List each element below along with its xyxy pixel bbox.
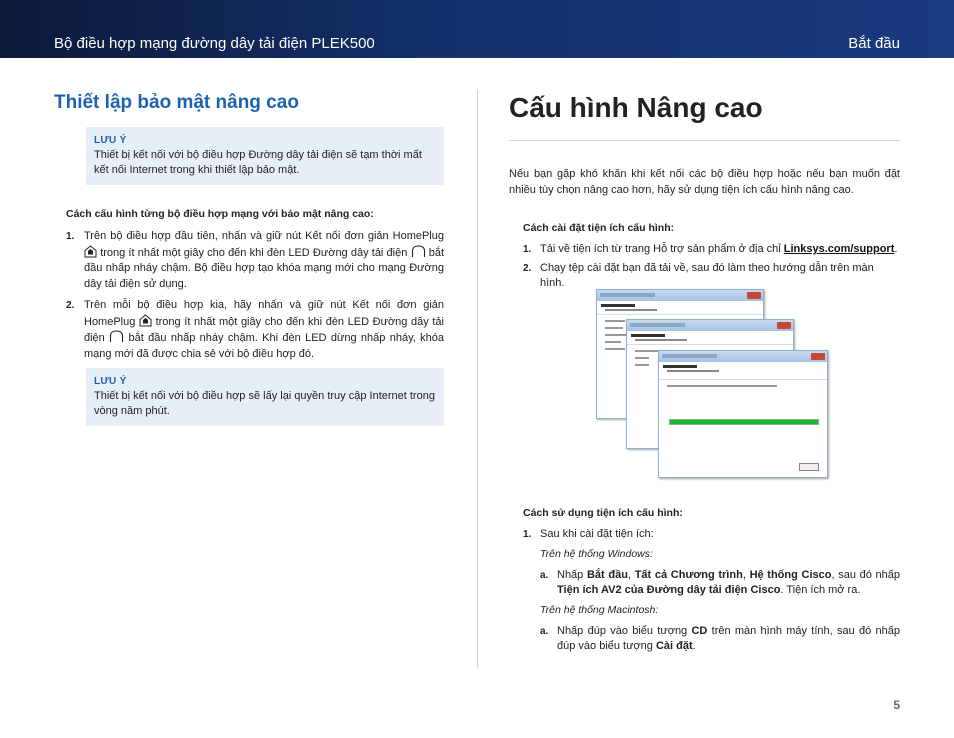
config-subheading: Cách cấu hình từng bộ điều hợp mạng với bảo mật nâng cao:: [66, 208, 374, 220]
list-item: 1. Tải về tiện ích từ trang Hỗ trợ sản phẩm ở địa chỉ Linksys.com/support.: [523, 243, 898, 255]
list-item: 2. Trên mỗi bộ điều hợp kia, hãy nhấn và giữ nút Kết nối đơn giản HomePlug trong ít nhất một giây cho đến khi đèn LED Đường dây tải điện bắt đầu nhấp nháy chậm. Khi đèn LED dừng nhấp nháy, khóa mạng mới đã được chia sẻ với bộ điều hợp đó.: [66, 299, 445, 360]
install-steps-list: [523, 242, 900, 291]
cancel-button: [799, 463, 819, 471]
powerline-led-icon: [109, 330, 124, 343]
installer-window-progress: [658, 350, 828, 478]
column-divider: [477, 90, 478, 668]
home-button-icon: [84, 245, 97, 258]
note-text: Thiết bị kết nối với bộ điều hợp sẽ lấy lại quyền truy cập Internet trong vòng năm phút.: [94, 390, 435, 417]
note-label: LƯU Ý: [94, 135, 127, 146]
installer-screenshots: [596, 289, 830, 479]
powerline-led-icon: [411, 245, 426, 258]
use-subheading: Cách sử dụng tiện ích cấu hình:: [523, 507, 683, 519]
list-item: 2. Chạy tệp cài đặt bạn đã tải về, sau đó làm theo hướng dẫn trên màn hình.: [523, 262, 874, 289]
note-text: Thiết bị kết nối với bộ điều hợp Đường dây tải điện sẽ tạm thời mất kết nối Internet trong khi thiết lập bảo mật.: [94, 149, 422, 176]
home-button-icon: [139, 314, 152, 327]
note-label: LƯU Ý: [94, 376, 127, 387]
mac-instruction: a. Nhấp đúp vào biểu tượng CD trên màn hình máy tính, sau đó nhấp đúp vào biểu tượng Cài đặt.: [540, 625, 900, 652]
right-column: [509, 92, 900, 295]
list-item: 1. Trên bộ điều hợp đầu tiên, nhấn và giữ nút Kết nối đơn giản HomePlug trong ít nhất một giây cho đến khi đèn LED Đường dây tải điện bắt đầu nhấp nháy chậm. Bộ điều hợp tạo khóa mạng mới cho mạng Đường dây tải điện sử dụng.: [66, 230, 445, 290]
install-subheading: Cách cài đặt tiện ích cấu hình:: [523, 222, 675, 234]
linksys-support-link[interactable]: Linksys.com/support: [783, 243, 895, 255]
intro-paragraph: Nếu bạn gặp khó khăn khi kết nối các bộ điều hợp hoặc nếu bạn muốn đặt nhiều tùy chọn nâng cao hơn, hãy sử dụng tiện ích cấu hình nâng cao.: [509, 168, 900, 196]
advanced-security-heading: Thiết lập bảo mật nâng cao: [54, 92, 299, 113]
page-header: [0, 0, 954, 58]
config-steps-list: [66, 229, 444, 362]
install-progress-bar: [669, 419, 819, 425]
windows-instruction: a. Nhấp Bắt đầu, Tất cả Chương trình, Hệ thống Cisco, sau đó nhấp Tiện ích AV2 của Đường dây tải điện Cisco. Tiện ích mở ra.: [540, 569, 901, 596]
section-title: Bắt đầu: [848, 35, 900, 52]
list-item: 1. Sau khi cài đặt tiện ích:: [523, 528, 654, 540]
use-steps: [523, 527, 900, 654]
left-column: [54, 92, 444, 426]
mac-label: Trên hệ thống Macintosh:: [540, 604, 659, 616]
note-box: [86, 368, 444, 426]
note-box: [86, 127, 444, 185]
windows-label: Trên hệ thống Windows:: [540, 548, 653, 560]
page-number: 5: [893, 698, 900, 712]
document-title: Bộ điều hợp mạng đường dây tải điện PLEK500: [54, 35, 375, 52]
page-title: Cấu hình Nâng cao: [509, 92, 900, 141]
